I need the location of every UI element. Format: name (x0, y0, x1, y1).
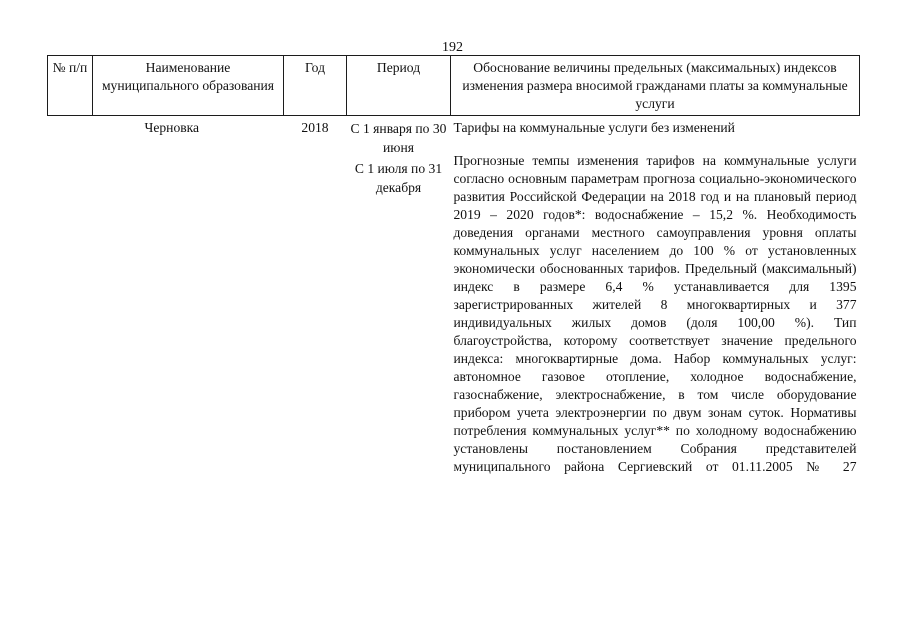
period-second-half: С 1 июля по 31 декабря (354, 161, 443, 195)
header-year: Год (284, 56, 347, 116)
tariff-table (47, 55, 860, 479)
cell-basis (451, 116, 860, 480)
header-basis: Обоснование величины предельных (максимальных) индексов изменения размера вносимой гражданами платы за коммунальные услуги (451, 56, 860, 116)
basis-first-period: Тарифы на коммунальные услуги без изменений (453, 120, 735, 135)
page-number: 192 (442, 40, 463, 55)
period-first-half: С 1 января по 30 июня (350, 121, 447, 155)
table-row (48, 116, 860, 480)
cell-num (48, 116, 93, 480)
cell-period (347, 116, 451, 480)
header-municipality: Наименование муниципального образования (93, 56, 284, 116)
cell-municipality: Черновка (144, 120, 200, 135)
header-num: № п/п (48, 56, 93, 116)
basis-second-period: Прогнозные темпы изменения тарифов на коммунальные услуги согласно основным параметрам прогноза социально-экономического развития Российской Федерации на 2018 год и на плановый период 2019 – 2020 годов*: водоснабжение – 15,2 %. Необходимость доведения органами местного самоуправления уровня оплаты коммунальных услуг населением до 100 % от установленных экономически обоснованных тарифов. Предельный (максимальный) индекс в размере 6,4 % устанавливается для 1395 зарегистрированных жителей 8 многоквартирных и 377 индивидуальных жилых домов (доля 100,00 %). Тип благоустройства, которому соответствует значение предельного индекса: многоквартирные дома. Набор коммунальных услуг: автономное газовое отопление, холодное водоснабжение, газоснабжение, электроснабжение, в том числе оборудование прибором учета электроэнергии по двум зонам суток. Нормативы потребления коммунальных услуг** по холодному водоснабжению установлены постановлением Собрания представителей муниципального района Сергиевский от 01.11.2005 № 27 (453, 153, 857, 474)
cell-year: 2018 (301, 120, 329, 135)
table-header-row (48, 56, 860, 116)
header-period: Период (347, 56, 451, 116)
